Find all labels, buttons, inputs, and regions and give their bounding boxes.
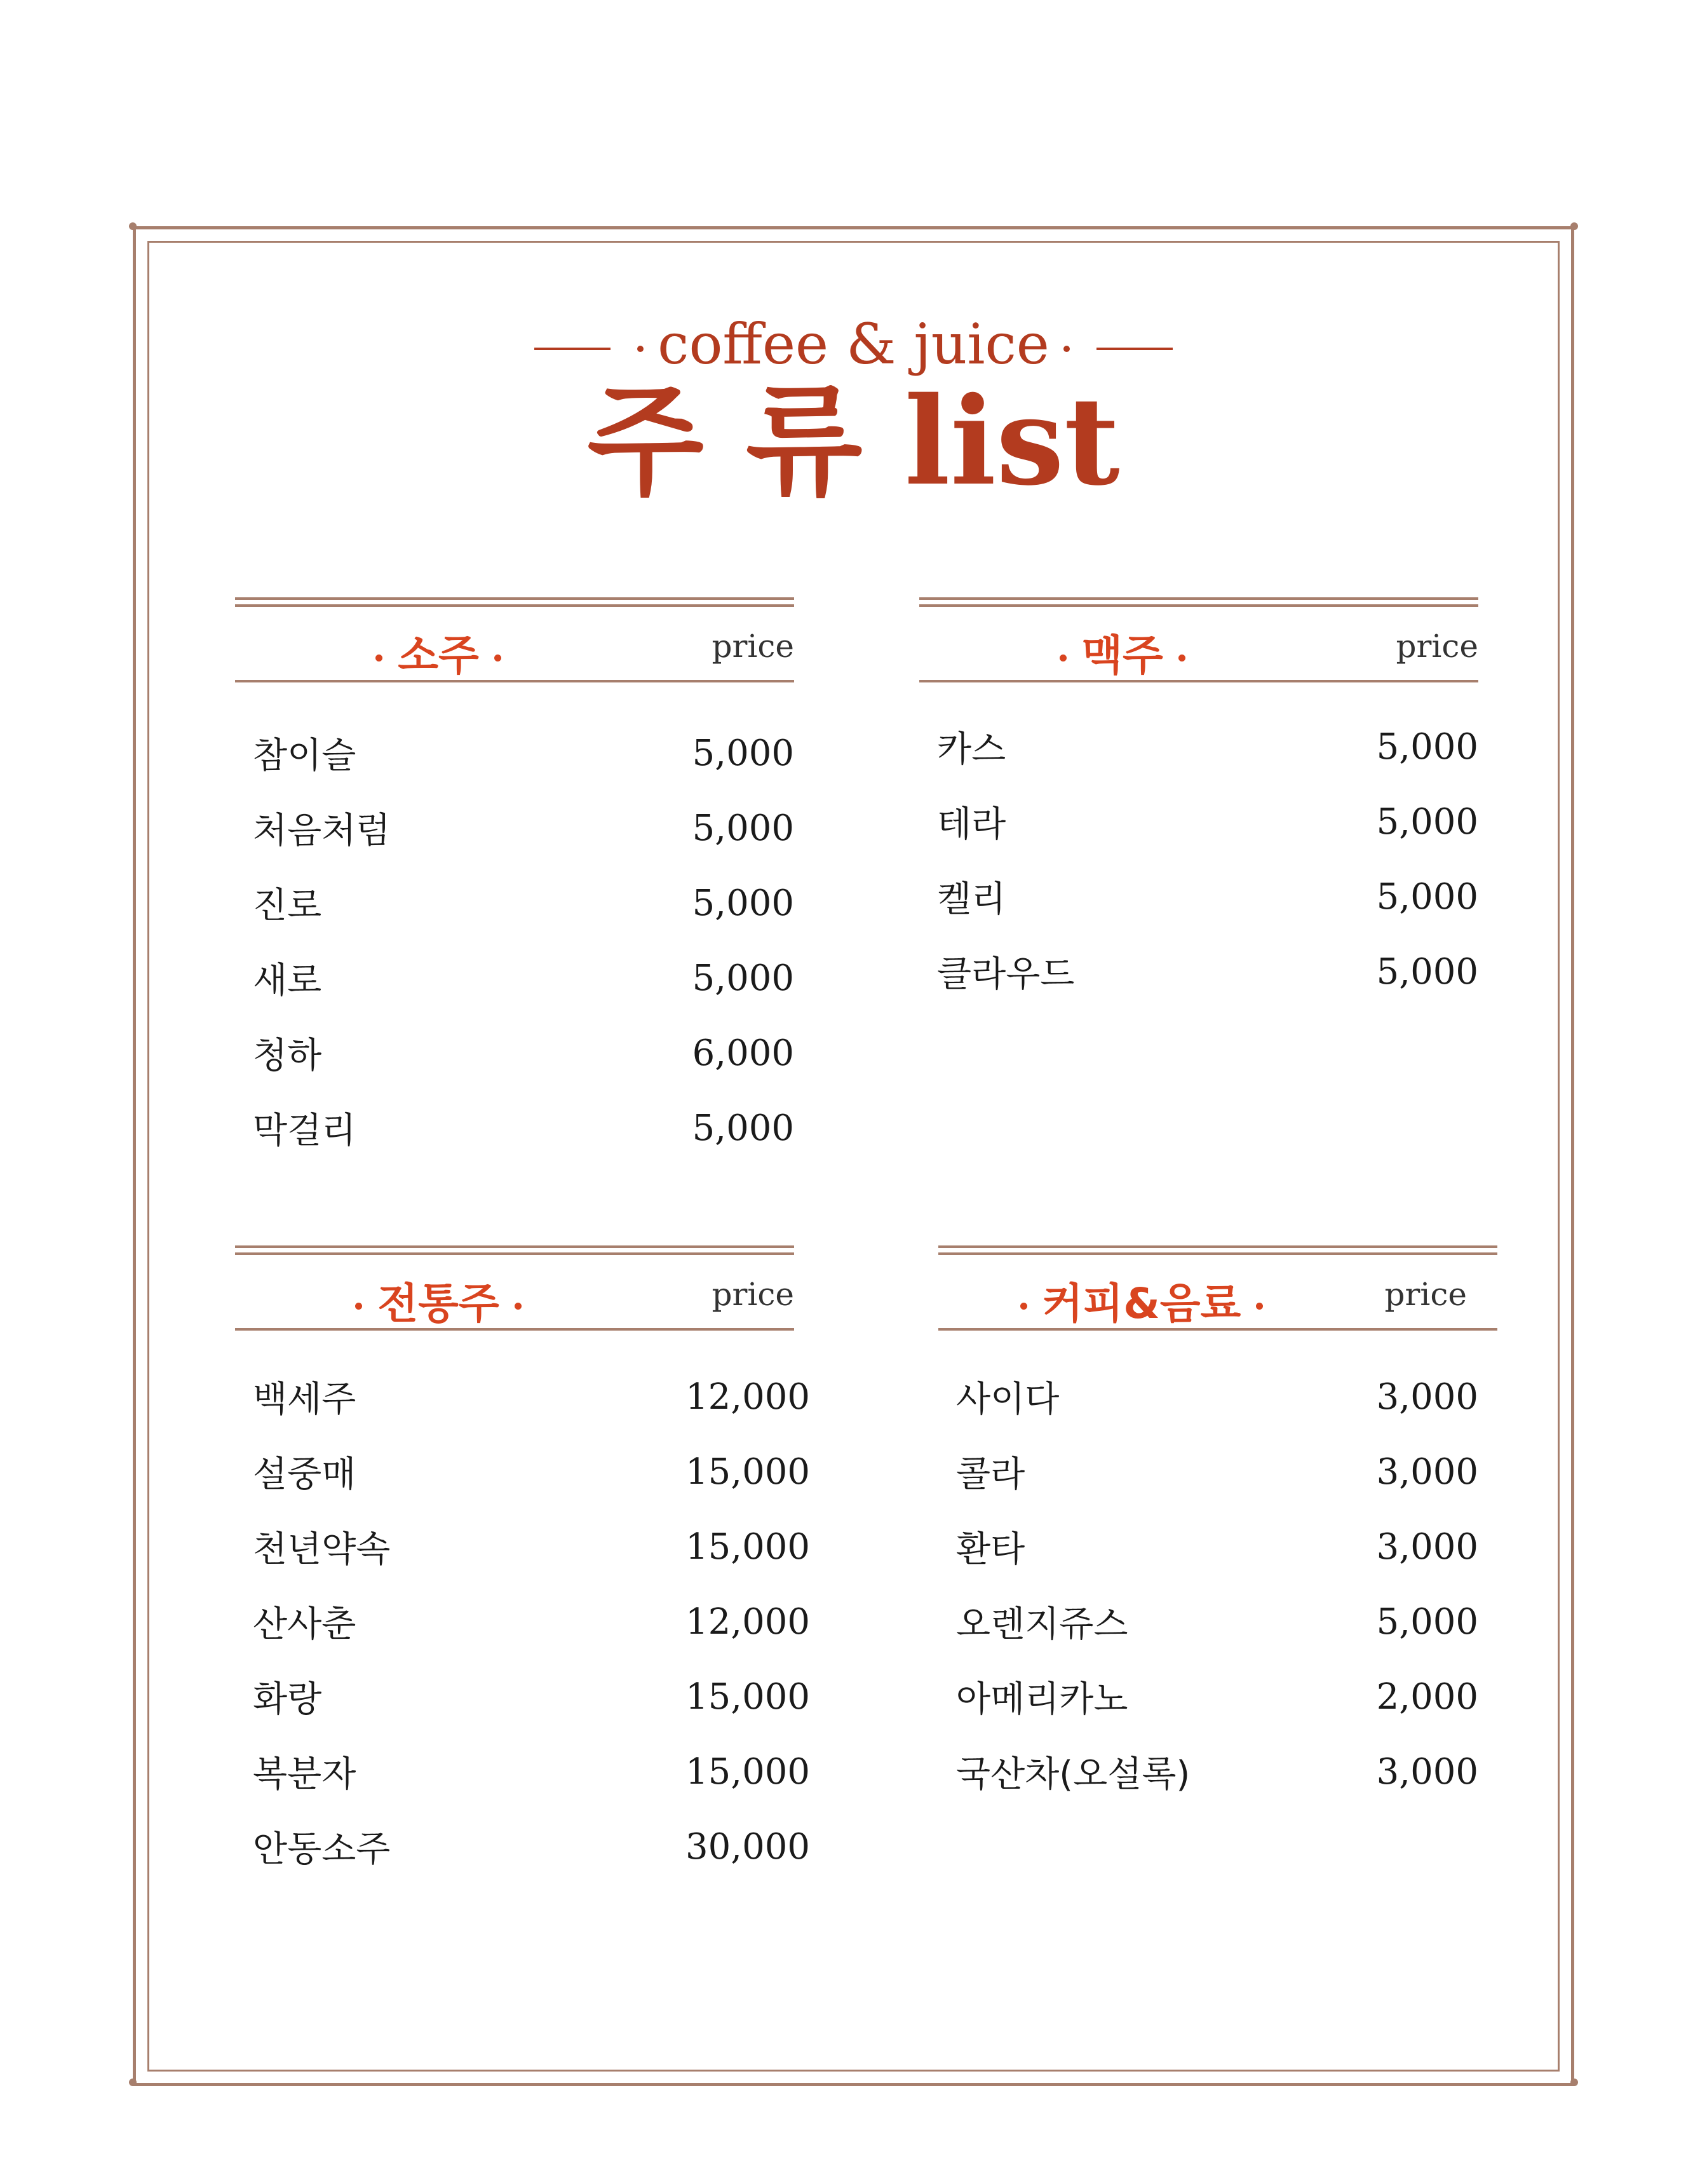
item-name: 산사춘 <box>253 1604 356 1645</box>
item-price: 5,000 <box>1376 876 1478 918</box>
item-price: 5,000 <box>1376 726 1478 768</box>
subtitle-text: coffee & juice <box>658 311 1049 377</box>
menu-item <box>235 1821 810 1896</box>
item-name: 새로 <box>253 960 322 1001</box>
menu-item <box>919 871 1478 946</box>
item-name: 사이다 <box>956 1379 1060 1420</box>
menu-item <box>235 1596 810 1671</box>
section-header <box>235 1258 794 1331</box>
item-name: 아메리카노 <box>956 1679 1128 1720</box>
item-name: 클라우드 <box>937 954 1075 995</box>
menu-subtitle <box>0 311 1707 377</box>
section-header <box>938 1258 1497 1331</box>
item-name: 켈리 <box>937 879 1006 920</box>
item-name: 참이슬 <box>253 735 356 777</box>
menu-item <box>938 1521 1478 1596</box>
item-price: 5,000 <box>692 1108 794 1149</box>
item-name: 설중매 <box>253 1454 356 1495</box>
menu-item <box>235 728 794 803</box>
price-label: price <box>712 628 794 665</box>
item-name: 막걸리 <box>253 1110 356 1151</box>
menu-item <box>919 721 1478 796</box>
item-name: 복분자 <box>253 1754 356 1795</box>
menu-item <box>235 1102 794 1177</box>
item-price: 3,000 <box>1376 1526 1478 1568</box>
item-name: 천년약속 <box>253 1529 391 1570</box>
item-name: 환타 <box>956 1529 1025 1570</box>
subtitle-rule-left <box>534 348 611 350</box>
item-name: 오렌지쥬스 <box>956 1604 1128 1645</box>
corner-dot <box>129 222 137 230</box>
item-price: 12,000 <box>685 1601 810 1643</box>
item-name: 안동소주 <box>253 1829 391 1870</box>
item-price: 5,000 <box>692 808 794 849</box>
item-price: 5,000 <box>692 733 794 774</box>
section-title: 커피&음료 <box>938 1270 1345 1330</box>
item-price: 3,000 <box>1376 1751 1478 1793</box>
item-price: 15,000 <box>685 1451 810 1493</box>
menu-item <box>938 1596 1478 1671</box>
price-label: price <box>1396 628 1478 665</box>
item-name: 국산차(오설록) <box>956 1754 1191 1795</box>
section-header <box>919 610 1478 682</box>
menu-item <box>235 803 794 878</box>
menu-item <box>235 1028 794 1102</box>
item-list <box>235 1371 810 1896</box>
section-title: 소주 <box>235 621 642 682</box>
item-name: 청하 <box>253 1035 322 1076</box>
item-list <box>235 728 794 1177</box>
section-double-rule <box>235 597 794 607</box>
item-price: 15,000 <box>685 1526 810 1568</box>
item-name: 테라 <box>937 804 1006 845</box>
item-list <box>919 721 1478 1021</box>
item-price: 12,000 <box>685 1376 810 1418</box>
corner-dot <box>1570 2079 1578 2086</box>
item-price: 2,000 <box>1376 1676 1478 1718</box>
item-price: 3,000 <box>1376 1376 1478 1418</box>
item-name: 진로 <box>253 885 322 926</box>
item-name: 콜라 <box>956 1454 1025 1495</box>
price-label: price <box>1384 1276 1467 1313</box>
menu-item <box>938 1371 1478 1446</box>
menu-item <box>235 953 794 1028</box>
item-name: 처음처럼 <box>253 810 391 851</box>
menu-item <box>938 1746 1478 1821</box>
item-price: 5,000 <box>692 958 794 999</box>
item-price: 5,000 <box>1376 951 1478 993</box>
menu-item <box>235 1746 810 1821</box>
menu-item <box>919 946 1478 1021</box>
subtitle-rule-right <box>1096 348 1173 350</box>
menu-item <box>235 878 794 953</box>
menu-item <box>938 1671 1478 1746</box>
subtitle-dot <box>637 346 644 352</box>
item-price: 5,000 <box>1376 801 1478 843</box>
menu-item <box>235 1371 810 1446</box>
item-price: 15,000 <box>685 1751 810 1793</box>
item-price: 6,000 <box>692 1033 794 1074</box>
item-list <box>938 1371 1478 1821</box>
item-price: 5,000 <box>692 883 794 924</box>
item-price: 3,000 <box>1376 1451 1478 1493</box>
section-header <box>235 610 794 682</box>
section-title: 전통주 <box>235 1270 642 1330</box>
section-double-rule <box>919 597 1478 607</box>
corner-dot <box>1570 222 1578 230</box>
item-name: 백세주 <box>253 1379 356 1420</box>
menu-title: 주 류 list <box>587 370 1120 512</box>
item-price: 15,000 <box>685 1676 810 1718</box>
section-double-rule <box>938 1245 1497 1255</box>
item-price: 30,000 <box>685 1826 810 1868</box>
menu-item <box>919 796 1478 871</box>
subtitle-dot <box>1063 346 1070 352</box>
section-title: 맥주 <box>919 621 1326 682</box>
menu-item <box>235 1446 810 1521</box>
section-double-rule <box>235 1245 794 1255</box>
menu-item <box>235 1671 810 1746</box>
item-name: 카스 <box>937 729 1006 770</box>
menu-item <box>938 1446 1478 1521</box>
menu-item <box>235 1521 810 1596</box>
item-price: 5,000 <box>1376 1601 1478 1643</box>
item-name: 화랑 <box>253 1679 322 1720</box>
price-label: price <box>712 1276 794 1313</box>
corner-dot <box>129 2079 137 2086</box>
